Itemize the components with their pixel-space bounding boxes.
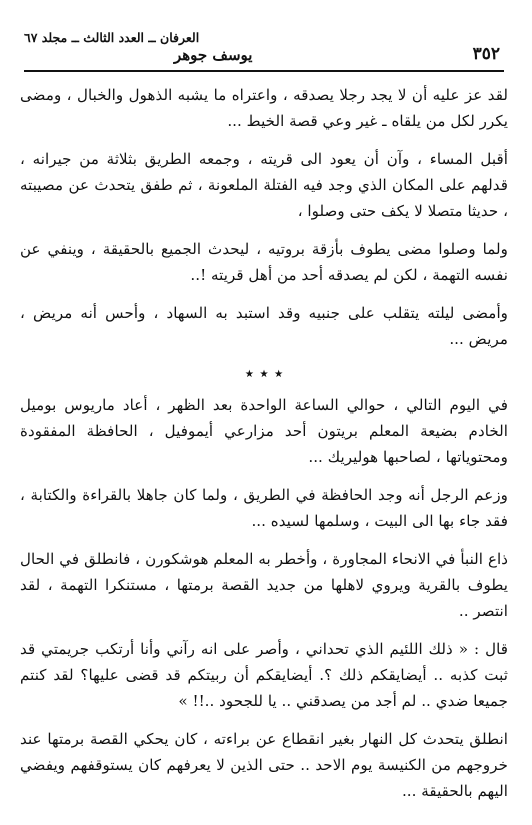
paragraph-1: لقد عز عليه أن لا يجد رجلا يصدقه ، واعتراه ما يشبه الذهول والخبال ، ومضى يكرر لكل من يلقاه ـ غير وعي قصة الخيط ...: [20, 86, 508, 130]
paragraph-9: انطلق يتحدث كل النهار بغير انقطاع عن براءته ، كان يحكي القصة برمتها عند خروجهم من الكنيسة يوم الاحد .. حتى الذين لا يعرفهم كان يستوقفهم ويفضي اليهم بالحقيقة ...: [20, 730, 508, 800]
page-body: [20, 82, 508, 816]
page-header: [24, 26, 504, 72]
paragraph-7: ذاع النبأ في الانحاء المجاورة ، وأخطر به المعلم هوشكورن ، فانطلق في الحال يطوف بالقرية ويروي لاهلها من جديد القصة برمتها ، مستنكرا التهمة ، لقد انتصر ..: [20, 550, 508, 620]
paragraph-5: في اليوم التالي ، حوالي الساعة الواحدة بعد الظهر ، أعاد ماريوس بوميل الخادم بضيعة المعلم بريتون أحد مزارعي أيموفيل ، الحافظة المفقودة ومحتوياتها ، لصاحبها هوليريك ...: [20, 396, 508, 466]
paragraph-2: أقبل المساء ، وآن أن يعود الى قريته ، وجمعه الطريق بثلاثة من جيرانه ، قدلهم على المكان الذي وجد فيه الفتلة الملعونة ، ثم طفق يتحدث عن مصيبته ، حديثا متصلا لا يكف حتى وصلوا ،: [20, 150, 508, 220]
paragraph-6: وزعم الرجل أنه وجد الحافظة في الطريق ، ولما كان جاهلا بالقراءة والكتابة ، فقد جاء بها الى البيت ، وسلمها لسيده ...: [20, 486, 508, 530]
running-header-publication: العرفان ــ العدد الثالث ــ مجلد ٦٧: [24, 30, 200, 45]
running-header-author: يوسف جوهر: [174, 46, 253, 64]
section-separator: ٭ ٭ ٭: [244, 364, 284, 384]
paragraph-3: ولما وصلوا مضى يطوف بأزقة بروتيه ، ليحدث الجميع بالحقيقة ، وينفي عن نفسه التهمة ، لكن لم يصدقه أحد من أهل قريته !..: [20, 240, 508, 284]
paragraph-8: قال : « ذلك اللئيم الذي تحداني ، وأصر على انه رآني وأنا أرتكب جريمتي قد ثبت كذبه .. أيضايقكم ذلك ؟. أيضايقكم أن ربيتكم قد قضى عليها؟ لقد كنتم جميعا ضدي .. لم أجد من يصدقني .. يا للجحود ..!! »: [20, 640, 508, 710]
header-rule: [24, 70, 504, 72]
page-number: ٣٥٢: [472, 44, 500, 64]
paragraph-4: وأمضى ليلته يتقلب على جنبيه وقد استبد به السهاد ، وأحس أنه مريض ، مريض ...: [20, 304, 508, 348]
